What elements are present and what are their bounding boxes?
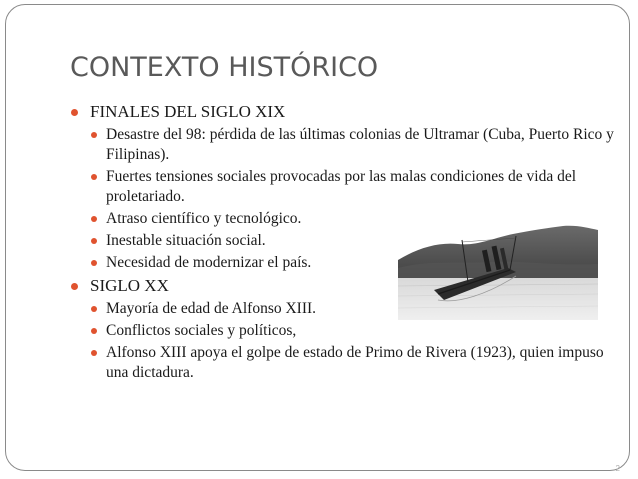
bullet-icon	[91, 174, 97, 180]
section-heading-xix	[70, 101, 590, 123]
section-heading-label: FINALES DEL SIGLO XIX	[90, 102, 286, 121]
list-item-text: Fuertes tensiones sociales provocadas por las malas condiciones de vida del proletariado.	[106, 168, 577, 205]
list-item	[70, 321, 590, 341]
bullet-icon	[91, 328, 97, 334]
bullet-icon	[91, 260, 97, 266]
bullet-icon	[91, 238, 97, 244]
list-item-text: Alfonso XIII apoya el golpe de estado de Primo de Rivera (1923), quien impuso una dictadura.	[106, 344, 604, 381]
list-item-text: Desastre del 98: pérdida de las últimas colonias de Ultramar (Cuba, Puerto Rico y Filipinas).	[106, 126, 614, 163]
bullet-icon	[91, 216, 97, 222]
sinking-ship-photo	[398, 220, 598, 320]
bullet-icon	[91, 306, 97, 312]
bullet-icon	[71, 109, 78, 116]
list-item-text: Conflictos sociales y políticos,	[106, 322, 297, 339]
slide-title: CONTEXTO HISTÓRICO	[70, 52, 379, 83]
bullet-icon	[71, 283, 78, 290]
page-number: 2	[615, 464, 620, 473]
list-item-text: Inestable situación social.	[106, 232, 266, 249]
list-item	[70, 125, 616, 165]
list-item	[70, 167, 616, 207]
list-item-text: Mayoría de edad de Alfonso XIII.	[106, 300, 317, 317]
bullet-icon	[91, 132, 97, 138]
list-item-text: Necesidad de modernizar el país.	[106, 254, 312, 271]
list-item-text: Atraso científico y tecnológico.	[106, 210, 302, 227]
section-heading-label: SIGLO XX	[90, 276, 169, 295]
list-item	[70, 343, 616, 383]
bullet-icon	[91, 350, 97, 356]
